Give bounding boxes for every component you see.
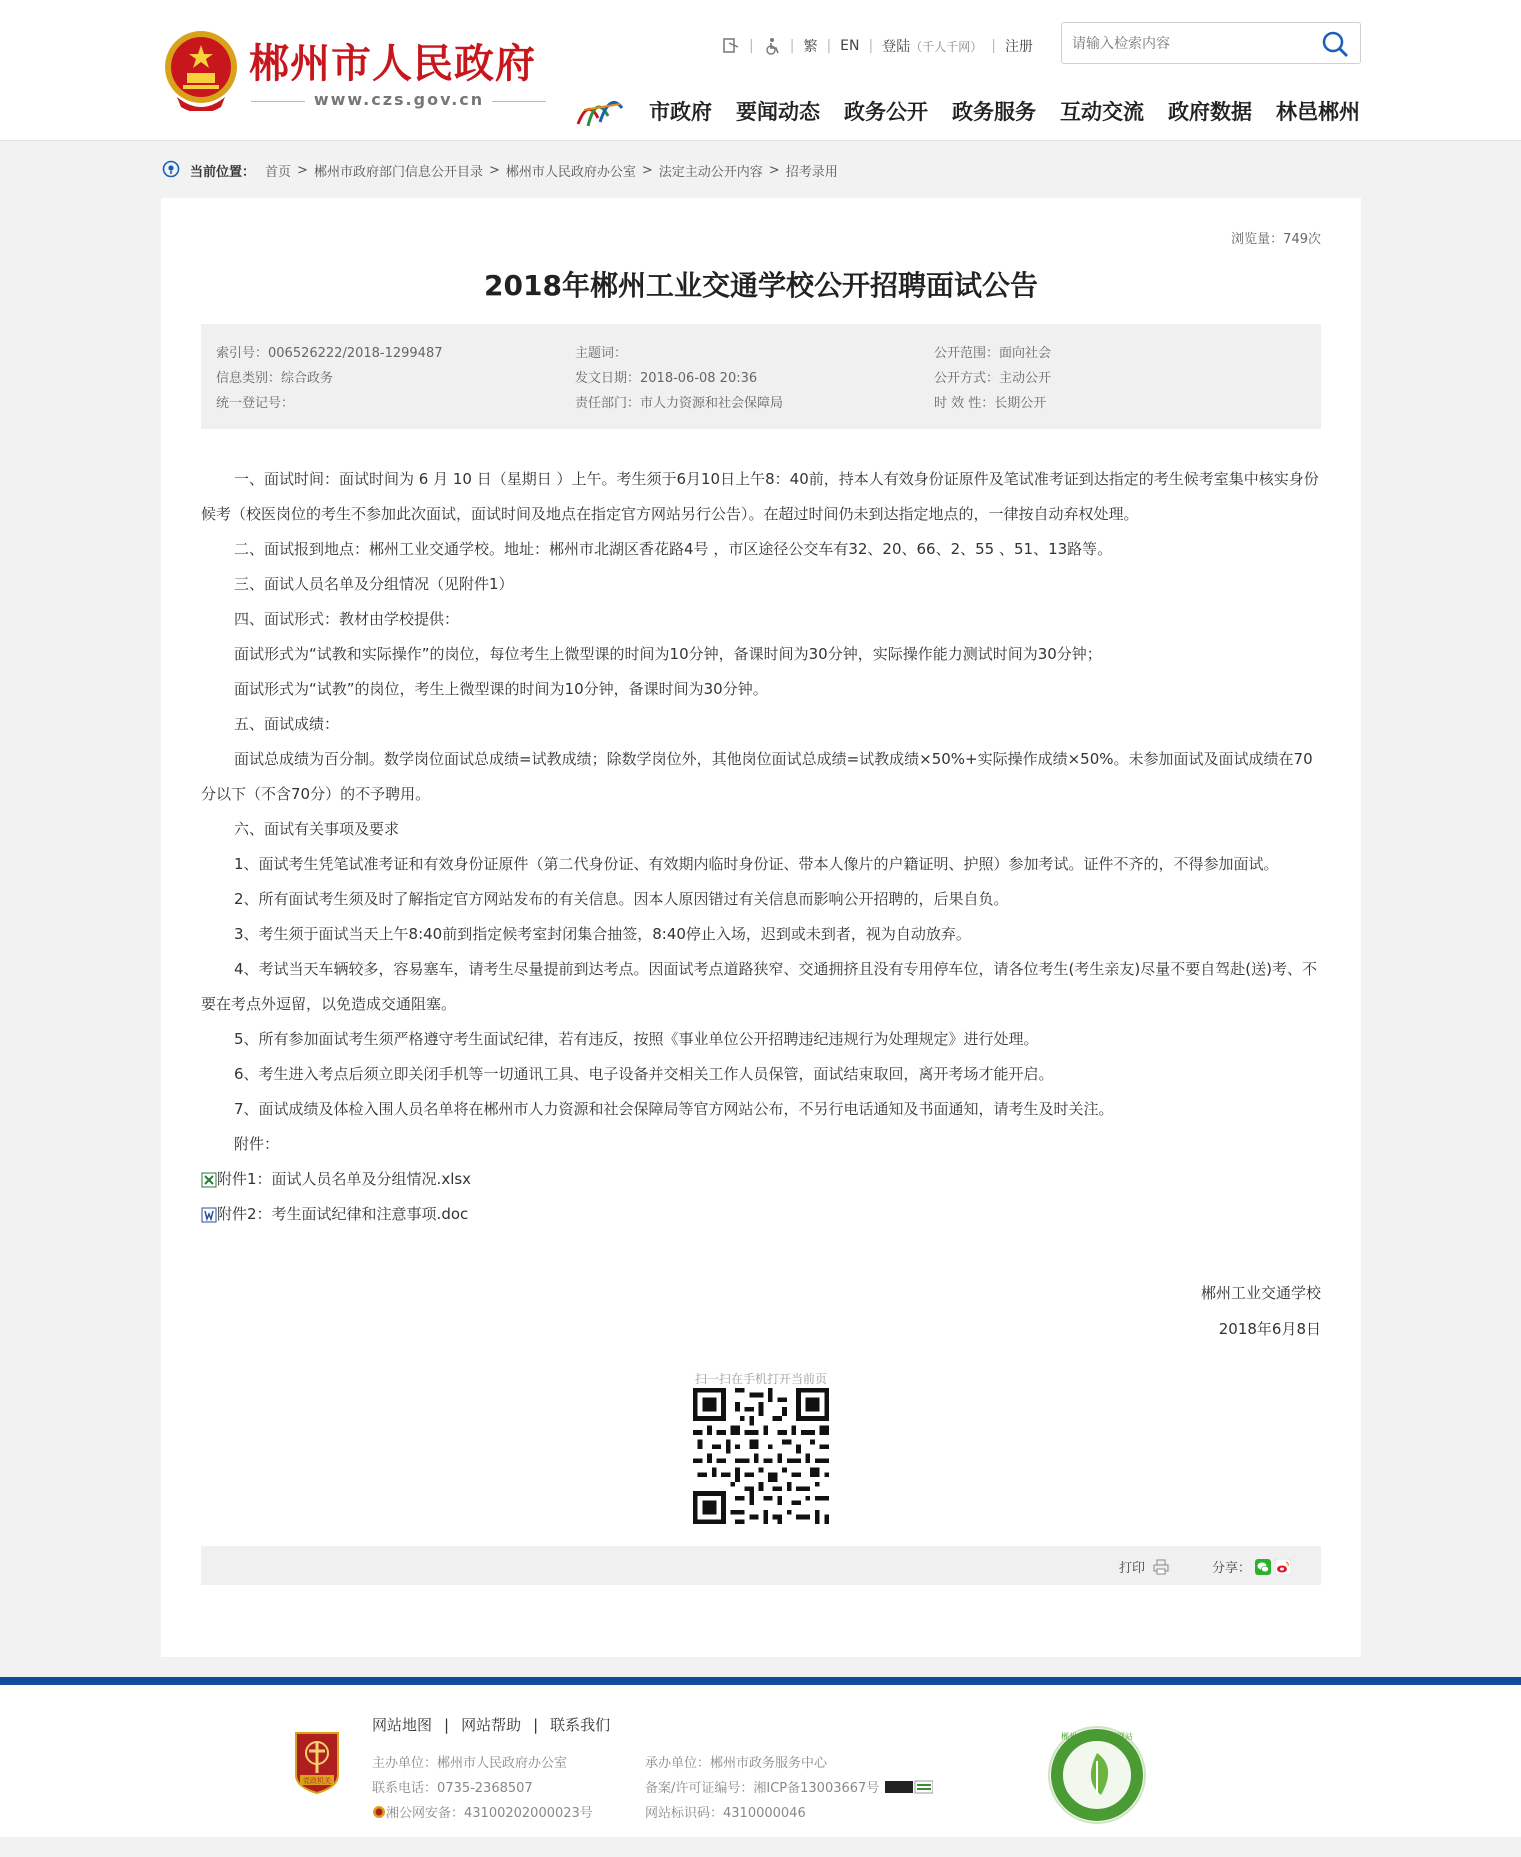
nav-item-news[interactable]: 要闻动态 (736, 100, 820, 124)
party-gov-organ-badge-icon[interactable] (292, 1731, 342, 1795)
paragraph: 六、面试有关事项及要求 (234, 820, 400, 838)
article-body (201, 462, 1321, 1232)
site-map-link[interactable]: 网站地图 (372, 1716, 433, 1734)
nav-item-interaction[interactable]: 互动交流 (1060, 100, 1144, 124)
party-label: 党政机关 (303, 1777, 331, 1785)
divider: | (749, 38, 754, 54)
attachment-2-link[interactable]: 附件2：考生面试纪律和注意事项.doc (217, 1205, 469, 1223)
meta-scope: 公开范围：面向社会 (934, 346, 1052, 361)
sign-date: 2018年6月8日 (1218, 1320, 1321, 1338)
paragraph: 面试形式为“试教和实际操作”的岗位，每位考生上微型课的时间为10分钟，备课时间为30分钟，实际操作能力测试时间为30分钟； (234, 645, 1102, 663)
breadcrumb-separator: > (488, 162, 500, 178)
footer-icp-text[interactable]: 备案/许可证编号：湘ICP备13003667号 (645, 1781, 880, 1796)
paragraph: 5、所有参加面试考生须严格遵守考生面试纪律，若有违反，按照《事业单位公开招聘违纪违规行为处理规定》进行处理。 (234, 1030, 1039, 1048)
article-title: 2018年郴州工业交通学校公开招聘面试公告 (484, 269, 1038, 302)
breadcrumb-separator: > (768, 162, 780, 178)
login-note: （千人千网） (910, 39, 983, 54)
search-box (1061, 22, 1361, 64)
attachment-1-link[interactable]: 附件1：面试人员名单及分组情况.xlsx (217, 1170, 472, 1188)
site-url: www.czs.gov.cn (313, 90, 485, 109)
paragraph: 3、考生须于面试当天上午8:40前到指定候考室封闭集合抽签，8:40停止入场，迟到或未到者，视为自动放弃。 (234, 925, 971, 943)
meta-date: 发文日期：2018-06-08 20:36 (575, 371, 758, 386)
breadcrumb-separator: > (297, 162, 308, 178)
divider: | (991, 38, 996, 54)
site-url-block (251, 90, 546, 112)
search-icon[interactable] (1320, 29, 1350, 59)
footer-sponsor: 主办单位：郴州市人民政府办公室 (372, 1756, 568, 1771)
footer-icp (645, 1777, 933, 1796)
breadcrumb-label: 当前位置： (190, 164, 256, 180)
meta-keywords: 主题词： (575, 346, 628, 361)
wechat-icon[interactable] (1255, 1559, 1271, 1575)
breadcrumb-statutory[interactable]: 法定主动公开内容 (658, 164, 763, 180)
paragraph: 五、面试成绩： (234, 715, 340, 733)
english-link[interactable]: EN (840, 38, 860, 54)
nav-item-linyi-chenzhou[interactable]: 林邑郴州 (1276, 100, 1360, 124)
excel-file-icon (201, 1172, 217, 1188)
meta-validity: 时 效 性：长期公开 (934, 396, 1047, 411)
site-name[interactable]: 郴州市人民政府 (249, 41, 536, 87)
article-meta-panel (201, 324, 1321, 429)
signature-block (1201, 1275, 1321, 1347)
divider: | (868, 38, 874, 54)
nav-item-city-government[interactable]: 市政府 (649, 100, 712, 124)
printer-icon (1153, 1559, 1169, 1575)
paragraph: 1、面试考生凭笔试准考证和有效身份证原件（第二代身份证、有效期内临时身份证、带本人像片的户籍证明、护照）参加考试。证件不齐的，不得参加面试。 (234, 855, 1279, 873)
footer-police-text: 湘公网安备：43100202000023号 (386, 1806, 593, 1821)
view-count: 浏览量：749次 (1231, 232, 1321, 247)
nav-item-gov-data[interactable]: 政府数据 (1168, 100, 1252, 124)
sign-org: 郴州工业交通学校 (1200, 1284, 1321, 1302)
contact-link[interactable]: 联系我们 (550, 1716, 611, 1734)
accessibility-mode-icon[interactable] (722, 37, 740, 55)
meta-index-no: 索引号：006526222/2018-1299487 (216, 346, 443, 361)
meta-category: 信息类别：综合政务 (216, 371, 334, 386)
filing-badge-icon[interactable] (885, 1780, 933, 1794)
footer-undertaker: 承办单位：郴州市政务服务中心 (645, 1756, 828, 1771)
word-file-icon (201, 1207, 217, 1223)
share-label: 分享： (1212, 1561, 1252, 1576)
qr-caption: 扫一扫在手机打开当前页 (694, 1372, 827, 1386)
footer-links (372, 1714, 610, 1735)
breadcrumb-recruitment[interactable]: 招考录用 (785, 164, 838, 180)
wheelchair-icon[interactable] (763, 37, 781, 55)
divider: | (444, 1715, 450, 1734)
register-link[interactable]: 注册 (1004, 39, 1033, 55)
article-toolbar (201, 1546, 1321, 1585)
paragraph: 四、面试形式：教材由学校提供： (234, 610, 460, 628)
site-header (0, 0, 1521, 141)
print-label: 打印 (1119, 1561, 1146, 1576)
footer-site-code: 网站标识码：4310000046 (645, 1806, 806, 1821)
main-nav (649, 96, 1360, 126)
share-block (1212, 1557, 1291, 1576)
meta-mode: 公开方式：主动公开 (934, 371, 1052, 386)
breadcrumb-office[interactable]: 郴州市人民政府办公室 (505, 164, 636, 180)
breadcrumb-home[interactable]: 首页 (265, 164, 292, 180)
top-links (722, 35, 1033, 57)
location-pin-icon (162, 160, 180, 180)
attachment-1[interactable] (201, 1162, 1321, 1197)
paragraph: 附件： (234, 1135, 280, 1153)
breadcrumb (162, 159, 838, 181)
weibo-icon[interactable] (1275, 1559, 1291, 1575)
civilized-website-badge-icon[interactable] (1047, 1725, 1147, 1825)
meta-dept: 责任部门：市人力资源和社会保障局 (575, 396, 784, 411)
login-link[interactable]: 登陆 (882, 39, 911, 55)
divider: | (533, 1715, 539, 1734)
cw-badge-label: 郴州市创建文明网站 (1061, 1732, 1133, 1741)
police-badge-icon (372, 1805, 386, 1819)
search-input[interactable] (1072, 33, 1302, 55)
divider (492, 101, 546, 102)
qr-code-icon (693, 1388, 829, 1524)
site-help-link[interactable]: 网站帮助 (461, 1716, 522, 1734)
paragraph: 面试总成绩为百分制。数学岗位面试总成绩=试教成绩；除数学岗位外，其他岗位面试总成绩=试教成绩×50%+实际操作成绩×50%。未参加面试及面试成绩在70分以下（不含70分）的不予聘用。 (201, 750, 1313, 803)
paragraph: 三、面试人员名单及分组情况（见附件1） (234, 575, 514, 593)
nav-item-gov-disclosure[interactable]: 政务公开 (844, 100, 928, 124)
paragraph: 4、考试当天车辆较多，容易塞车，请考生尽量提前到达考点。因面试考点道路狭窄、交通拥挤且没有专用停车位，请各位考生(考生亲友)尽量不要自驾赴(送)考、不要在考点外逗留，以免造成交通阻塞。 (201, 960, 1317, 1013)
print-button[interactable] (1119, 1557, 1169, 1576)
paragraph: 7、面试成绩及体检入围人员名单将在郴州市人力资源和社会保障局等官方网站公布，不另行电话通知及书面通知，请考生及时关注。 (234, 1100, 1114, 1118)
traditional-chinese-link[interactable]: 繁 (803, 39, 818, 55)
meta-reg-no: 统一登记号： (216, 396, 295, 411)
paragraph: 2、所有面试考生须及时了解指定官方网站发布的有关信息。因本人原因错过有关信息而影响公开招聘的，后果自负。 (234, 890, 1009, 908)
footer-police[interactable] (372, 1802, 593, 1821)
nav-brush-logo-icon (574, 88, 626, 130)
divider: | (789, 38, 795, 54)
paragraph: 6、考生进入考点后须立即关闭手机等一切通讯工具、电子设备并交相关工作人员保管，面试结束取回，离开考场才能开启。 (234, 1065, 1054, 1083)
footer-phone: 联系电话：0735-2368507 (372, 1781, 533, 1796)
nav-item-gov-services[interactable]: 政务服务 (952, 100, 1036, 124)
site-footer (0, 1677, 1521, 1837)
article-card (161, 198, 1361, 1657)
divider: | (826, 38, 832, 54)
attachment-2[interactable] (201, 1197, 1321, 1232)
paragraph: 一、面试时间：面试时间为 6 月 10 日（星期日 ）上午。考生须于6月10日上午8：40前，持本人有效身份证原件及笔试准考证到达指定的考生候考室集中核实身份候考（校医岗位的考生不参加此次面试，面试时间及地点在指定官方网站另行公告）。在超过时间仍未到达指定地点的，一律按自动弃权处理。 (201, 470, 1319, 523)
breadcrumb-dept-catalog[interactable]: 郴州市政府部门信息公开目录 (313, 164, 483, 180)
national-emblem-icon (163, 27, 239, 111)
breadcrumb-separator: > (641, 162, 653, 178)
divider (251, 101, 305, 102)
paragraph: 二、面试报到地点：郴州工业交通学校。地址：郴州市北湖区香花路4号 ，市区途径公交车有32、20、66、2、55 、51、13路等。 (234, 540, 1113, 558)
paragraph: 面试形式为“试教”的岗位，考生上微型课的时间为10分钟，备课时间为30分钟。 (234, 680, 768, 698)
